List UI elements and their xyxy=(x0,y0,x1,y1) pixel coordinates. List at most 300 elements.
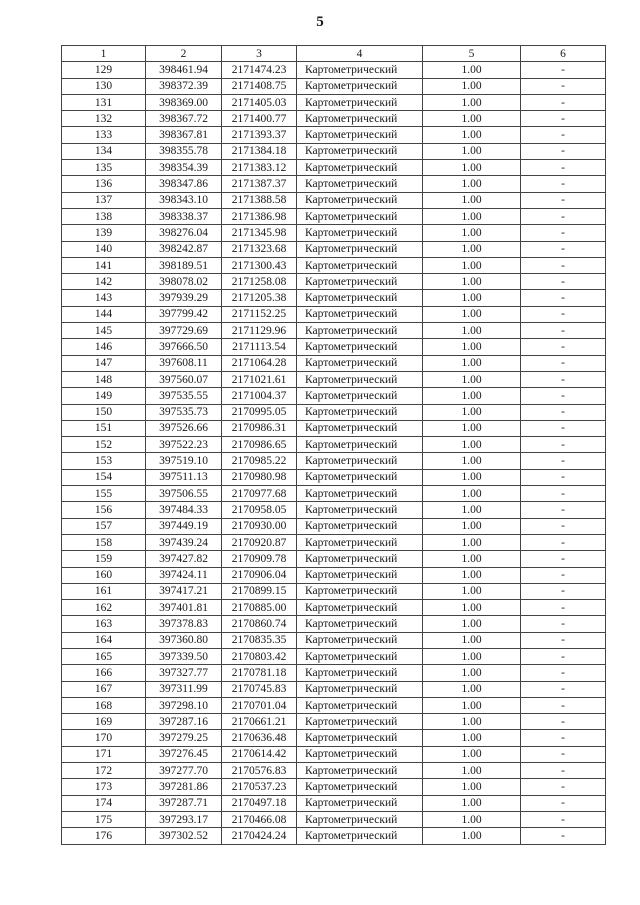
method-cell: Картометрический xyxy=(297,648,423,664)
x-coordinate-cell: 397417.21 xyxy=(146,583,222,599)
method-cell: Картометрический xyxy=(297,127,423,143)
point-number-cell: 174 xyxy=(62,795,146,811)
x-coordinate-cell: 397511.13 xyxy=(146,469,222,485)
y-coordinate-cell: 2171474.23 xyxy=(222,62,297,78)
table-row xyxy=(62,404,606,420)
point-number-cell: 153 xyxy=(62,453,146,469)
accuracy-cell: 1.00 xyxy=(423,469,521,485)
point-number-cell: 165 xyxy=(62,648,146,664)
x-coordinate-cell: 397608.11 xyxy=(146,355,222,371)
method-cell: Картометрический xyxy=(297,241,423,257)
y-coordinate-cell: 2170986.31 xyxy=(222,420,297,436)
x-coordinate-cell: 397535.55 xyxy=(146,388,222,404)
table-row xyxy=(62,453,606,469)
y-coordinate-cell: 2170781.18 xyxy=(222,665,297,681)
method-cell: Картометрический xyxy=(297,404,423,420)
x-coordinate-cell: 397506.55 xyxy=(146,486,222,502)
table-header-row xyxy=(62,46,606,62)
point-number-cell: 137 xyxy=(62,192,146,208)
x-coordinate-cell: 398189.51 xyxy=(146,257,222,273)
x-coordinate-cell: 398461.94 xyxy=(146,62,222,78)
y-coordinate-cell: 2170977.68 xyxy=(222,486,297,502)
point-number-cell: 172 xyxy=(62,763,146,779)
x-coordinate-cell: 397311.99 xyxy=(146,681,222,697)
note-cell: - xyxy=(521,192,606,208)
y-coordinate-cell: 2170803.42 xyxy=(222,648,297,664)
note-cell: - xyxy=(521,94,606,110)
method-cell: Картометрический xyxy=(297,795,423,811)
x-coordinate-cell: 397277.70 xyxy=(146,763,222,779)
table-row xyxy=(62,192,606,208)
column-header: 5 xyxy=(423,46,521,62)
point-number-cell: 175 xyxy=(62,811,146,827)
method-cell: Картометрический xyxy=(297,290,423,306)
point-number-cell: 176 xyxy=(62,828,146,844)
y-coordinate-cell: 2171387.37 xyxy=(222,176,297,192)
point-number-cell: 164 xyxy=(62,632,146,648)
table-row xyxy=(62,176,606,192)
y-coordinate-cell: 2170906.04 xyxy=(222,567,297,583)
accuracy-cell: 1.00 xyxy=(423,127,521,143)
x-coordinate-cell: 398369.00 xyxy=(146,94,222,110)
method-cell: Картометрический xyxy=(297,208,423,224)
x-coordinate-cell: 397799.42 xyxy=(146,306,222,322)
note-cell: - xyxy=(521,371,606,387)
point-number-cell: 151 xyxy=(62,420,146,436)
note-cell: - xyxy=(521,502,606,518)
accuracy-cell: 1.00 xyxy=(423,811,521,827)
accuracy-cell: 1.00 xyxy=(423,437,521,453)
table-row xyxy=(62,779,606,795)
method-cell: Картометрический xyxy=(297,828,423,844)
accuracy-cell: 1.00 xyxy=(423,551,521,567)
accuracy-cell: 1.00 xyxy=(423,143,521,159)
method-cell: Картометрический xyxy=(297,176,423,192)
note-cell: - xyxy=(521,453,606,469)
note-cell: - xyxy=(521,388,606,404)
accuracy-cell: 1.00 xyxy=(423,583,521,599)
y-coordinate-cell: 2171258.08 xyxy=(222,274,297,290)
accuracy-cell: 1.00 xyxy=(423,486,521,502)
accuracy-cell: 1.00 xyxy=(423,453,521,469)
note-cell: - xyxy=(521,469,606,485)
note-cell: - xyxy=(521,339,606,355)
x-coordinate-cell: 397939.29 xyxy=(146,290,222,306)
point-number-cell: 141 xyxy=(62,257,146,273)
method-cell: Картометрический xyxy=(297,388,423,404)
note-cell: - xyxy=(521,795,606,811)
accuracy-cell: 1.00 xyxy=(423,763,521,779)
point-number-cell: 158 xyxy=(62,534,146,550)
note-cell: - xyxy=(521,274,606,290)
point-number-cell: 146 xyxy=(62,339,146,355)
x-coordinate-cell: 398343.10 xyxy=(146,192,222,208)
method-cell: Картометрический xyxy=(297,600,423,616)
y-coordinate-cell: 2170909.78 xyxy=(222,551,297,567)
y-coordinate-cell: 2171405.03 xyxy=(222,94,297,110)
point-number-cell: 140 xyxy=(62,241,146,257)
x-coordinate-cell: 398372.39 xyxy=(146,78,222,94)
table-row xyxy=(62,274,606,290)
point-number-cell: 138 xyxy=(62,208,146,224)
accuracy-cell: 1.00 xyxy=(423,828,521,844)
note-cell: - xyxy=(521,323,606,339)
table-body xyxy=(62,62,606,844)
y-coordinate-cell: 2171345.98 xyxy=(222,225,297,241)
table-row xyxy=(62,208,606,224)
x-coordinate-cell: 397298.10 xyxy=(146,697,222,713)
note-cell: - xyxy=(521,78,606,94)
column-header: 4 xyxy=(297,46,423,62)
x-coordinate-cell: 397526.66 xyxy=(146,420,222,436)
column-header: 3 xyxy=(222,46,297,62)
note-cell: - xyxy=(521,225,606,241)
x-coordinate-cell: 397522.23 xyxy=(146,437,222,453)
y-coordinate-cell: 2170614.42 xyxy=(222,746,297,762)
accuracy-cell: 1.00 xyxy=(423,274,521,290)
method-cell: Картометрический xyxy=(297,62,423,78)
method-cell: Картометрический xyxy=(297,730,423,746)
accuracy-cell: 1.00 xyxy=(423,518,521,534)
x-coordinate-cell: 397293.17 xyxy=(146,811,222,827)
table-row xyxy=(62,616,606,632)
note-cell: - xyxy=(521,551,606,567)
method-cell: Картометрический xyxy=(297,111,423,127)
note-cell: - xyxy=(521,828,606,844)
point-number-cell: 168 xyxy=(62,697,146,713)
point-number-cell: 135 xyxy=(62,160,146,176)
x-coordinate-cell: 397281.86 xyxy=(146,779,222,795)
x-coordinate-cell: 397401.81 xyxy=(146,600,222,616)
table-row xyxy=(62,143,606,159)
method-cell: Картометрический xyxy=(297,518,423,534)
accuracy-cell: 1.00 xyxy=(423,339,521,355)
y-coordinate-cell: 2170835.35 xyxy=(222,632,297,648)
x-coordinate-cell: 397378.83 xyxy=(146,616,222,632)
note-cell: - xyxy=(521,730,606,746)
x-coordinate-cell: 397360.80 xyxy=(146,632,222,648)
coordinates-table xyxy=(61,45,606,845)
y-coordinate-cell: 2171113.54 xyxy=(222,339,297,355)
note-cell: - xyxy=(521,176,606,192)
y-coordinate-cell: 2170424.24 xyxy=(222,828,297,844)
method-cell: Картометрический xyxy=(297,339,423,355)
table-row xyxy=(62,681,606,697)
y-coordinate-cell: 2170995.05 xyxy=(222,404,297,420)
accuracy-cell: 1.00 xyxy=(423,111,521,127)
method-cell: Картометрический xyxy=(297,665,423,681)
accuracy-cell: 1.00 xyxy=(423,78,521,94)
point-number-cell: 132 xyxy=(62,111,146,127)
table-row xyxy=(62,730,606,746)
note-cell: - xyxy=(521,697,606,713)
x-coordinate-cell: 398355.78 xyxy=(146,143,222,159)
point-number-cell: 152 xyxy=(62,437,146,453)
point-number-cell: 171 xyxy=(62,746,146,762)
point-number-cell: 159 xyxy=(62,551,146,567)
table-row xyxy=(62,518,606,534)
table-row xyxy=(62,420,606,436)
y-coordinate-cell: 2170537.23 xyxy=(222,779,297,795)
accuracy-cell: 1.00 xyxy=(423,534,521,550)
accuracy-cell: 1.00 xyxy=(423,600,521,616)
y-coordinate-cell: 2170636.48 xyxy=(222,730,297,746)
table-row xyxy=(62,469,606,485)
note-cell: - xyxy=(521,534,606,550)
note-cell: - xyxy=(521,665,606,681)
note-cell: - xyxy=(521,160,606,176)
x-coordinate-cell: 397287.71 xyxy=(146,795,222,811)
x-coordinate-cell: 397729.69 xyxy=(146,323,222,339)
accuracy-cell: 1.00 xyxy=(423,795,521,811)
x-coordinate-cell: 398078.02 xyxy=(146,274,222,290)
point-number-cell: 129 xyxy=(62,62,146,78)
accuracy-cell: 1.00 xyxy=(423,388,521,404)
table-row xyxy=(62,62,606,78)
point-number-cell: 149 xyxy=(62,388,146,404)
note-cell: - xyxy=(521,143,606,159)
table-row xyxy=(62,795,606,811)
x-coordinate-cell: 398242.87 xyxy=(146,241,222,257)
method-cell: Картометрический xyxy=(297,632,423,648)
y-coordinate-cell: 2171400.77 xyxy=(222,111,297,127)
point-number-cell: 134 xyxy=(62,143,146,159)
accuracy-cell: 1.00 xyxy=(423,371,521,387)
method-cell: Картометрический xyxy=(297,486,423,502)
y-coordinate-cell: 2170745.83 xyxy=(222,681,297,697)
y-coordinate-cell: 2170958.05 xyxy=(222,502,297,518)
method-cell: Картометрический xyxy=(297,420,423,436)
column-header: 1 xyxy=(62,46,146,62)
note-cell: - xyxy=(521,111,606,127)
method-cell: Картометрический xyxy=(297,746,423,762)
accuracy-cell: 1.00 xyxy=(423,404,521,420)
point-number-cell: 169 xyxy=(62,714,146,730)
y-coordinate-cell: 2171383.12 xyxy=(222,160,297,176)
method-cell: Картометрический xyxy=(297,257,423,273)
point-number-cell: 145 xyxy=(62,323,146,339)
x-coordinate-cell: 397339.50 xyxy=(146,648,222,664)
method-cell: Картометрический xyxy=(297,225,423,241)
note-cell: - xyxy=(521,779,606,795)
x-coordinate-cell: 397276.45 xyxy=(146,746,222,762)
point-number-cell: 170 xyxy=(62,730,146,746)
note-cell: - xyxy=(521,616,606,632)
table-row xyxy=(62,714,606,730)
accuracy-cell: 1.00 xyxy=(423,355,521,371)
x-coordinate-cell: 397484.33 xyxy=(146,502,222,518)
accuracy-cell: 1.00 xyxy=(423,697,521,713)
accuracy-cell: 1.00 xyxy=(423,730,521,746)
table-row xyxy=(62,534,606,550)
point-number-cell: 166 xyxy=(62,665,146,681)
table-row xyxy=(62,257,606,273)
method-cell: Картометрический xyxy=(297,355,423,371)
point-number-cell: 136 xyxy=(62,176,146,192)
accuracy-cell: 1.00 xyxy=(423,192,521,208)
point-number-cell: 139 xyxy=(62,225,146,241)
note-cell: - xyxy=(521,632,606,648)
y-coordinate-cell: 2170986.65 xyxy=(222,437,297,453)
y-coordinate-cell: 2171064.28 xyxy=(222,355,297,371)
accuracy-cell: 1.00 xyxy=(423,306,521,322)
y-coordinate-cell: 2171393.37 xyxy=(222,127,297,143)
point-number-cell: 150 xyxy=(62,404,146,420)
accuracy-cell: 1.00 xyxy=(423,567,521,583)
accuracy-cell: 1.00 xyxy=(423,225,521,241)
x-coordinate-cell: 397427.82 xyxy=(146,551,222,567)
point-number-cell: 142 xyxy=(62,274,146,290)
x-coordinate-cell: 398276.04 xyxy=(146,225,222,241)
y-coordinate-cell: 2170920.87 xyxy=(222,534,297,550)
table-row xyxy=(62,763,606,779)
x-coordinate-cell: 398338.37 xyxy=(146,208,222,224)
method-cell: Картометрический xyxy=(297,681,423,697)
point-number-cell: 167 xyxy=(62,681,146,697)
table-row xyxy=(62,502,606,518)
table-row xyxy=(62,632,606,648)
y-coordinate-cell: 2171129.96 xyxy=(222,323,297,339)
accuracy-cell: 1.00 xyxy=(423,94,521,110)
y-coordinate-cell: 2171152.25 xyxy=(222,306,297,322)
table-row xyxy=(62,811,606,827)
y-coordinate-cell: 2170899.15 xyxy=(222,583,297,599)
accuracy-cell: 1.00 xyxy=(423,502,521,518)
method-cell: Картометрический xyxy=(297,714,423,730)
point-number-cell: 173 xyxy=(62,779,146,795)
x-coordinate-cell: 397424.11 xyxy=(146,567,222,583)
y-coordinate-cell: 2170701.04 xyxy=(222,697,297,713)
x-coordinate-cell: 398347.86 xyxy=(146,176,222,192)
x-coordinate-cell: 398367.72 xyxy=(146,111,222,127)
x-coordinate-cell: 397535.73 xyxy=(146,404,222,420)
method-cell: Картометрический xyxy=(297,469,423,485)
y-coordinate-cell: 2171384.18 xyxy=(222,143,297,159)
point-number-cell: 130 xyxy=(62,78,146,94)
table-row xyxy=(62,665,606,681)
table-row xyxy=(62,78,606,94)
accuracy-cell: 1.00 xyxy=(423,616,521,632)
y-coordinate-cell: 2170466.08 xyxy=(222,811,297,827)
table-row xyxy=(62,225,606,241)
table-row xyxy=(62,648,606,664)
method-cell: Картометрический xyxy=(297,534,423,550)
x-coordinate-cell: 397439.24 xyxy=(146,534,222,550)
table-row xyxy=(62,355,606,371)
note-cell: - xyxy=(521,518,606,534)
accuracy-cell: 1.00 xyxy=(423,257,521,273)
x-coordinate-cell: 398367.81 xyxy=(146,127,222,143)
method-cell: Картометрический xyxy=(297,567,423,583)
table-row xyxy=(62,290,606,306)
method-cell: Картометрический xyxy=(297,763,423,779)
point-number-cell: 163 xyxy=(62,616,146,632)
y-coordinate-cell: 2171386.98 xyxy=(222,208,297,224)
x-coordinate-cell: 397519.10 xyxy=(146,453,222,469)
x-coordinate-cell: 397449.19 xyxy=(146,518,222,534)
x-coordinate-cell: 397302.52 xyxy=(146,828,222,844)
table-row xyxy=(62,306,606,322)
point-number-cell: 161 xyxy=(62,583,146,599)
note-cell: - xyxy=(521,306,606,322)
method-cell: Картометрический xyxy=(297,697,423,713)
point-number-cell: 160 xyxy=(62,567,146,583)
note-cell: - xyxy=(521,811,606,827)
point-number-cell: 157 xyxy=(62,518,146,534)
y-coordinate-cell: 2170497.18 xyxy=(222,795,297,811)
table-row xyxy=(62,486,606,502)
method-cell: Картометрический xyxy=(297,371,423,387)
method-cell: Картометрический xyxy=(297,583,423,599)
table-row xyxy=(62,746,606,762)
table-row xyxy=(62,323,606,339)
point-number-cell: 133 xyxy=(62,127,146,143)
note-cell: - xyxy=(521,681,606,697)
x-coordinate-cell: 397560.07 xyxy=(146,371,222,387)
accuracy-cell: 1.00 xyxy=(423,208,521,224)
method-cell: Картометрический xyxy=(297,323,423,339)
note-cell: - xyxy=(521,600,606,616)
point-number-cell: 147 xyxy=(62,355,146,371)
method-cell: Картометрический xyxy=(297,779,423,795)
y-coordinate-cell: 2171205.38 xyxy=(222,290,297,306)
page-number: 5 xyxy=(316,14,324,30)
note-cell: - xyxy=(521,437,606,453)
y-coordinate-cell: 2171388.58 xyxy=(222,192,297,208)
note-cell: - xyxy=(521,404,606,420)
note-cell: - xyxy=(521,714,606,730)
x-coordinate-cell: 397287.16 xyxy=(146,714,222,730)
y-coordinate-cell: 2171021.61 xyxy=(222,371,297,387)
method-cell: Картометрический xyxy=(297,616,423,632)
accuracy-cell: 1.00 xyxy=(423,681,521,697)
note-cell: - xyxy=(521,241,606,257)
accuracy-cell: 1.00 xyxy=(423,648,521,664)
note-cell: - xyxy=(521,648,606,664)
note-cell: - xyxy=(521,127,606,143)
accuracy-cell: 1.00 xyxy=(423,779,521,795)
table-row xyxy=(62,241,606,257)
accuracy-cell: 1.00 xyxy=(423,665,521,681)
accuracy-cell: 1.00 xyxy=(423,714,521,730)
method-cell: Картометрический xyxy=(297,811,423,827)
column-header: 2 xyxy=(146,46,222,62)
method-cell: Картометрический xyxy=(297,143,423,159)
table-row xyxy=(62,551,606,567)
table-row xyxy=(62,583,606,599)
table-row xyxy=(62,388,606,404)
note-cell: - xyxy=(521,486,606,502)
x-coordinate-cell: 397279.25 xyxy=(146,730,222,746)
y-coordinate-cell: 2171004.37 xyxy=(222,388,297,404)
y-coordinate-cell: 2170930.00 xyxy=(222,518,297,534)
y-coordinate-cell: 2171323.68 xyxy=(222,241,297,257)
y-coordinate-cell: 2170860.74 xyxy=(222,616,297,632)
point-number-cell: 155 xyxy=(62,486,146,502)
x-coordinate-cell: 397666.50 xyxy=(146,339,222,355)
method-cell: Картометрический xyxy=(297,160,423,176)
method-cell: Картометрический xyxy=(297,453,423,469)
table-row xyxy=(62,600,606,616)
point-number-cell: 144 xyxy=(62,306,146,322)
method-cell: Картометрический xyxy=(297,78,423,94)
y-coordinate-cell: 2170576.83 xyxy=(222,763,297,779)
note-cell: - xyxy=(521,257,606,273)
table-row xyxy=(62,371,606,387)
table-row xyxy=(62,567,606,583)
note-cell: - xyxy=(521,567,606,583)
method-cell: Картометрический xyxy=(297,192,423,208)
